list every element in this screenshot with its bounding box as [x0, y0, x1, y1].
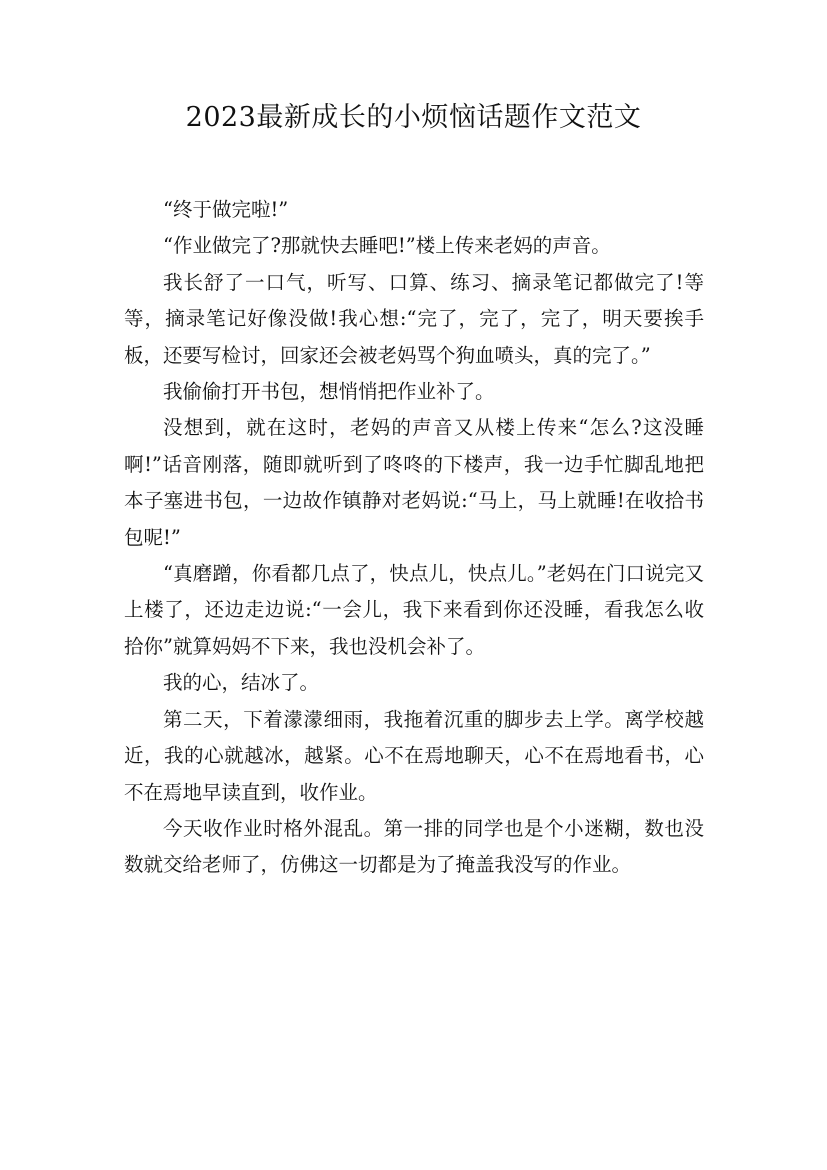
paragraph: 今天收作业时格外混乱。第一排的同学也是个小迷糊，数也没数就交给老师了，仿佛这一切都是为了掩盖我没写的作业。	[124, 816, 704, 877]
paragraph: 没想到，就在这时，老妈的声音又从楼上传来“怎么?这没睡啊!”话音刚落，随即就听到了咚咚的下楼声，我一边手忙脚乱地把本子塞进书包，一边故作镇静对老妈说:“马上，马上就睡!在收拾书包呢!”	[124, 416, 704, 549]
paragraph: “作业做完了?那就快去睡吧!”楼上传来老妈的声音。	[163, 234, 611, 258]
document-body	[124, 192, 704, 884]
paragraph: 我偷偷打开书包，想悄悄把作业补了。	[163, 380, 495, 404]
paragraph: 第二天，下着濛濛细雨，我拖着沉重的脚步去上学。离学校越近，我的心就越冰，越紧。心不在焉地聊天，心不在焉地看书，心不在焉地早读直到，收作业。	[124, 707, 704, 804]
paragraph: “真磨蹭，你看都几点了，快点儿，快点儿。”老妈在门口说完又上楼了，还边走边说:“一会儿，我下来看到你还没睡，看我怎么收拾你”就算妈妈不下来，我也没机会补了。	[124, 562, 704, 658]
paragraph: 我的心，结冰了。	[163, 671, 320, 695]
paragraph: 我长舒了一口气，听写、口算、练习、摘录笔记都做完了!等等，摘录笔记好像没做!我心想:“完了，完了，完了，明天要挨手板，还要写检讨，回家还会被老妈骂个狗血喷头，真的完了。”	[124, 270, 704, 367]
document-title: 2023最新成长的小烦恼话题作文范文	[185, 102, 642, 133]
paragraph: “终于做完啦!”	[163, 198, 289, 221]
